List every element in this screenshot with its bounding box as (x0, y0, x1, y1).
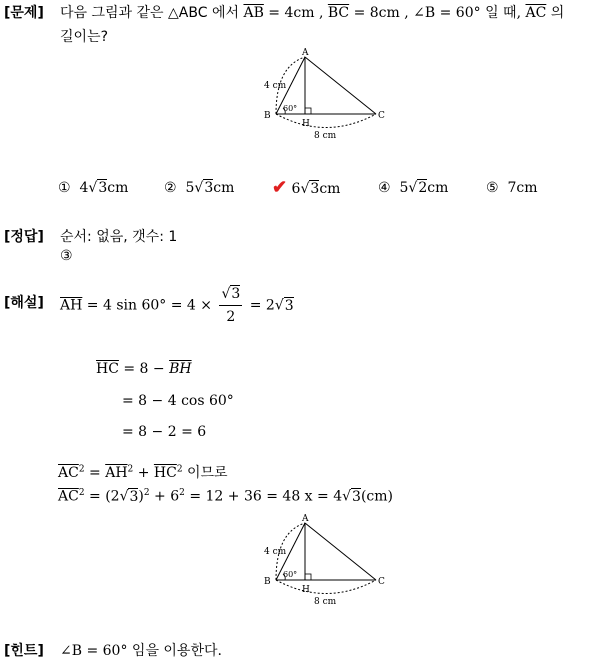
choice-2[interactable]: ② 5√3cm (164, 180, 235, 196)
foot-h-2: H (302, 585, 310, 595)
triangle-figure (258, 46, 392, 142)
answer-value: ③ (60, 248, 73, 264)
bc-brace-2 (276, 580, 376, 594)
solution-label: [해설] (4, 295, 44, 311)
problem-line2: 길이는? (60, 29, 109, 45)
right-angle-mark-2 (305, 574, 311, 580)
label-angle: 60° (283, 104, 298, 113)
solution-hc-line3: = 8 − 2 = 6 (122, 424, 207, 440)
vertex-a-2: A (302, 514, 309, 524)
segment-ab: $\overline{AB}$ (243, 5, 264, 21)
label-bc: 8 cm (314, 131, 337, 141)
problem-label: [문제] (4, 5, 44, 21)
choice-4[interactable]: ④ 5√2cm (378, 180, 449, 196)
choice-3[interactable]: ✔ 6√3cm (272, 177, 341, 198)
bc-value: = 8cm , (349, 5, 409, 21)
choice-5-number: ⑤ (486, 180, 499, 196)
choice-5[interactable]: ⑤ 7cm (486, 180, 538, 196)
hint-text: ∠B = 60° 임을 이용한다. (60, 643, 222, 659)
problem-tail: 의 (546, 5, 565, 21)
foot-h: H (302, 119, 310, 129)
solution-hc-line2: = 8 − 4 cos 60° (122, 393, 234, 409)
answer-meta: 순서: 없음, 갯수: 1 (60, 229, 178, 245)
side-ac-line (305, 57, 376, 114)
side-ac-line-2 (305, 523, 376, 580)
checkmark-icon: ✔ (272, 177, 288, 198)
label-ab: 4 cm (264, 81, 287, 91)
choice-4-number: ④ (378, 180, 391, 196)
vertex-a: A (302, 48, 309, 58)
segment-bc: $\overline{BC}$ (327, 5, 350, 21)
ab-value: = 4cm , (263, 5, 324, 21)
problem-intro: 다음 그림과 같은 △ABC 에서 (60, 5, 239, 21)
triangle-figure-2 (258, 512, 392, 608)
label-angle-2: 60° (283, 570, 298, 579)
solution-hc-line1: $\overline{HC} = 8 - \overline{BH}$ (96, 361, 192, 377)
bc-brace (276, 114, 376, 128)
label-ab-2: 4 cm (264, 547, 287, 557)
fraction: $\frac{√3}{2}$ (219, 283, 242, 328)
vertex-c: C (378, 111, 385, 121)
answer-label: [정답] (4, 229, 44, 245)
vertex-b-2: B (264, 577, 271, 587)
choice-2-number: ② (164, 180, 177, 196)
solution-pythagoras: $\overline{AC}^2 = \overline{AH}^2 + \overline{HC}^2$ 이므로 (58, 464, 228, 481)
problem-statement (60, 2, 564, 22)
segment-ac: $\overline{AC}$ (525, 5, 547, 21)
solution-final: $\overline{AC}^2 = (2√3)^2 + 6^2 = 12 + 36 = 48$ x = 4√3(cm) (58, 488, 394, 505)
right-angle-mark (305, 108, 311, 114)
angle-b: ∠B = 60° 일 때, (413, 5, 522, 21)
hint-label: [힌트] (4, 643, 44, 659)
vertex-c-2: C (378, 577, 385, 587)
choice-1[interactable]: ① 4√3cm (58, 180, 129, 196)
solution-line1: $\overline{AH} = 4$ sin 60° = 4 × $\frac{√3}{2}$ = 2√3 (60, 283, 294, 328)
vertex-b: B (264, 111, 271, 121)
choice-1-number: ① (58, 180, 71, 196)
label-bc-2: 8 cm (314, 597, 337, 607)
